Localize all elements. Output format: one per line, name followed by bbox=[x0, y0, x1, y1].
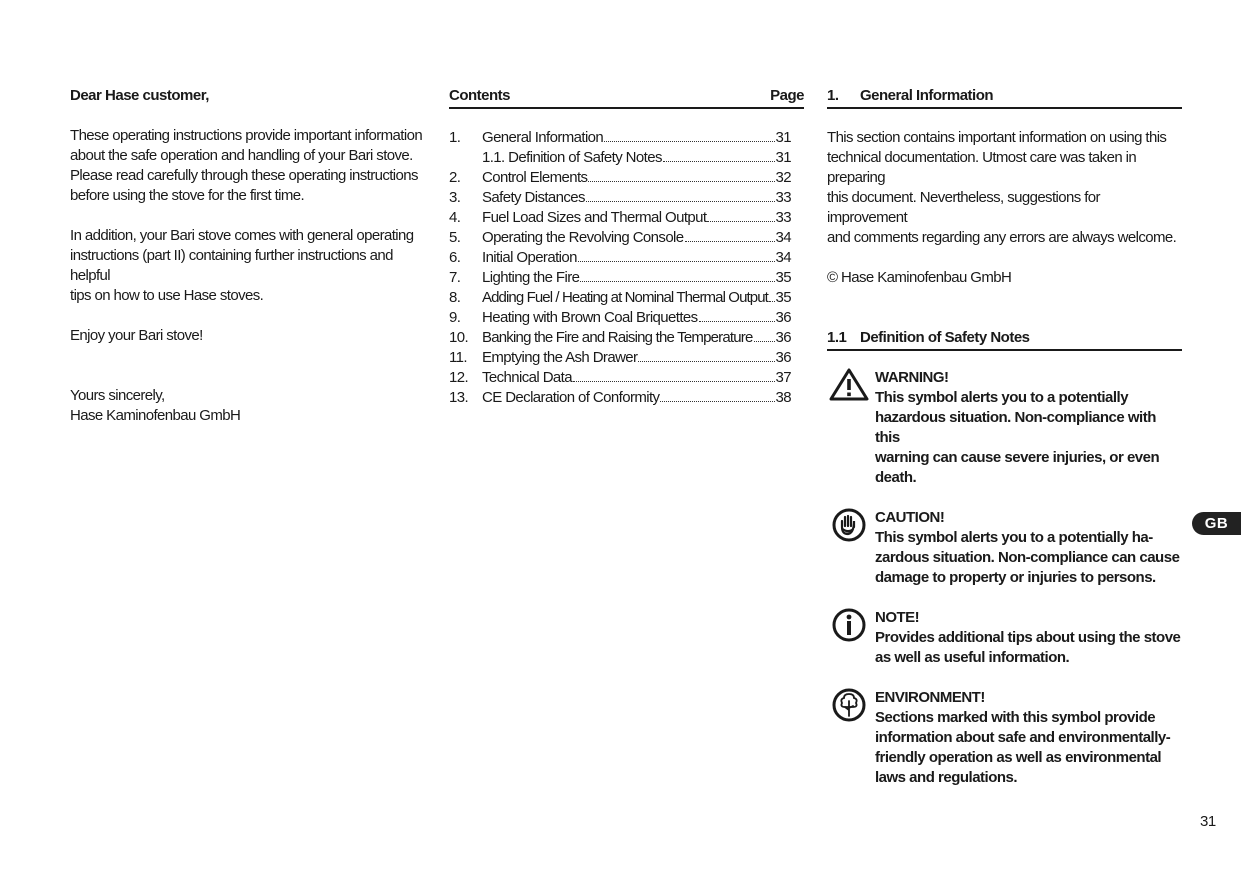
toc-entry[interactable]: 3. Safety Distances 33 bbox=[449, 189, 791, 206]
copyright: © Hase Kaminofenbau GmbH bbox=[827, 269, 1012, 286]
contents-header bbox=[449, 86, 804, 109]
environment-body: Sections marked with this symbol provide information about safe and environmentally- friendly operation as well as environmental laws and regulations. bbox=[875, 709, 1171, 786]
note-text bbox=[875, 608, 1180, 668]
toc-entry[interactable]: 13. CE Declaration of Conformity 38 bbox=[449, 389, 791, 406]
warning-notice bbox=[827, 368, 1182, 488]
section-1-1-number: 1.1 bbox=[827, 329, 847, 346]
note-notice bbox=[827, 608, 1182, 668]
warning-triangle-icon bbox=[829, 368, 869, 404]
info-icon bbox=[829, 608, 869, 644]
toc-entry[interactable]: 12. Technical Data 37 bbox=[449, 369, 791, 386]
caution-notice bbox=[827, 508, 1182, 588]
toc-entry[interactable]: 1.1. Definition of Safety Notes 31 bbox=[482, 149, 791, 166]
intro-paragraph: These operating instructions provide important information about the safe operation and handling of your Bari stove. Please read carefully through these operating instructions before using the stove for the first time. bbox=[70, 127, 423, 204]
page-number: 31 bbox=[1200, 813, 1216, 830]
caution-text bbox=[875, 508, 1179, 588]
language-tab-gb[interactable]: GB bbox=[1192, 512, 1241, 535]
toc-entry[interactable]: 10. Banking the Fire and Raising the Temperature 36 bbox=[449, 329, 791, 346]
section-1-heading bbox=[827, 86, 1182, 109]
warning-body: This symbol alerts you to a potentially hazardous situation. Non-compliance with this warning can cause severe injuries, or even death. bbox=[875, 389, 1160, 486]
toc-entry[interactable]: 1. General Information 31 bbox=[449, 129, 791, 146]
contents-title: Contents bbox=[449, 87, 510, 104]
caution-hand-icon bbox=[829, 508, 869, 544]
section-1-1-heading bbox=[827, 328, 1182, 351]
section-1-1-title: Definition of Safety Notes bbox=[860, 329, 1030, 346]
page-label: Page bbox=[770, 87, 804, 104]
warning-text bbox=[875, 368, 1182, 488]
note-body: Provides additional tips about using the stove as well as useful information. bbox=[875, 629, 1181, 666]
toc-entry[interactable]: 4. Fuel Load Sizes and Thermal Output 33 bbox=[449, 209, 791, 226]
environment-text bbox=[875, 688, 1170, 788]
section-1-title: General Information bbox=[860, 87, 994, 104]
toc-entry[interactable]: 2. Control Elements 32 bbox=[449, 169, 791, 186]
note-title: NOTE! bbox=[875, 609, 920, 626]
toc-entry[interactable]: 6. Initial Operation 34 bbox=[449, 249, 791, 266]
toc-entry[interactable]: 11. Emptying the Ash Drawer 36 bbox=[449, 349, 791, 366]
general-information-column bbox=[827, 86, 1182, 808]
closing: Yours sincerely, Hase Kaminofenbau GmbH bbox=[70, 387, 241, 424]
environment-notice bbox=[827, 688, 1182, 788]
tree-icon bbox=[829, 688, 869, 724]
toc-entry[interactable]: 8. Adding Fuel / Heating at Nominal Thermal Output 35 bbox=[449, 289, 791, 306]
table-of-contents bbox=[449, 86, 804, 408]
toc-entry[interactable]: 5. Operating the Revolving Console 34 bbox=[449, 229, 791, 246]
environment-title: ENVIRONMENT! bbox=[875, 689, 985, 706]
enjoy-paragraph: Enjoy your Bari stove! bbox=[70, 327, 203, 344]
section-1-number: 1. bbox=[827, 87, 839, 104]
section-1-text: This section contains important information on using this technical documentation. Utmost care was taken in preparing this document. Nevertheless, suggestions for improvement and comments regarding any errors are always welcome. bbox=[827, 129, 1177, 246]
caution-title: CAUTION! bbox=[875, 509, 945, 526]
toc-list bbox=[449, 128, 804, 408]
toc-entry[interactable]: 7. Lighting the Fire 35 bbox=[449, 269, 791, 286]
letter-column bbox=[70, 86, 430, 446]
caution-body: This symbol alerts you to a potentially ha- zardous situation. Non-compliance can cause damage to property or injuries to persons. bbox=[875, 529, 1180, 586]
greeting: Dear Hase customer, bbox=[70, 87, 209, 104]
toc-entry[interactable]: 9. Heating with Brown Coal Briquettes 36 bbox=[449, 309, 791, 326]
warning-title: WARNING! bbox=[875, 369, 949, 386]
general-instructions-paragraph: In addition, your Bari stove comes with general operating instructions (part II) containing further instructions and helpful tips on how to use Hase stoves. bbox=[70, 227, 414, 304]
